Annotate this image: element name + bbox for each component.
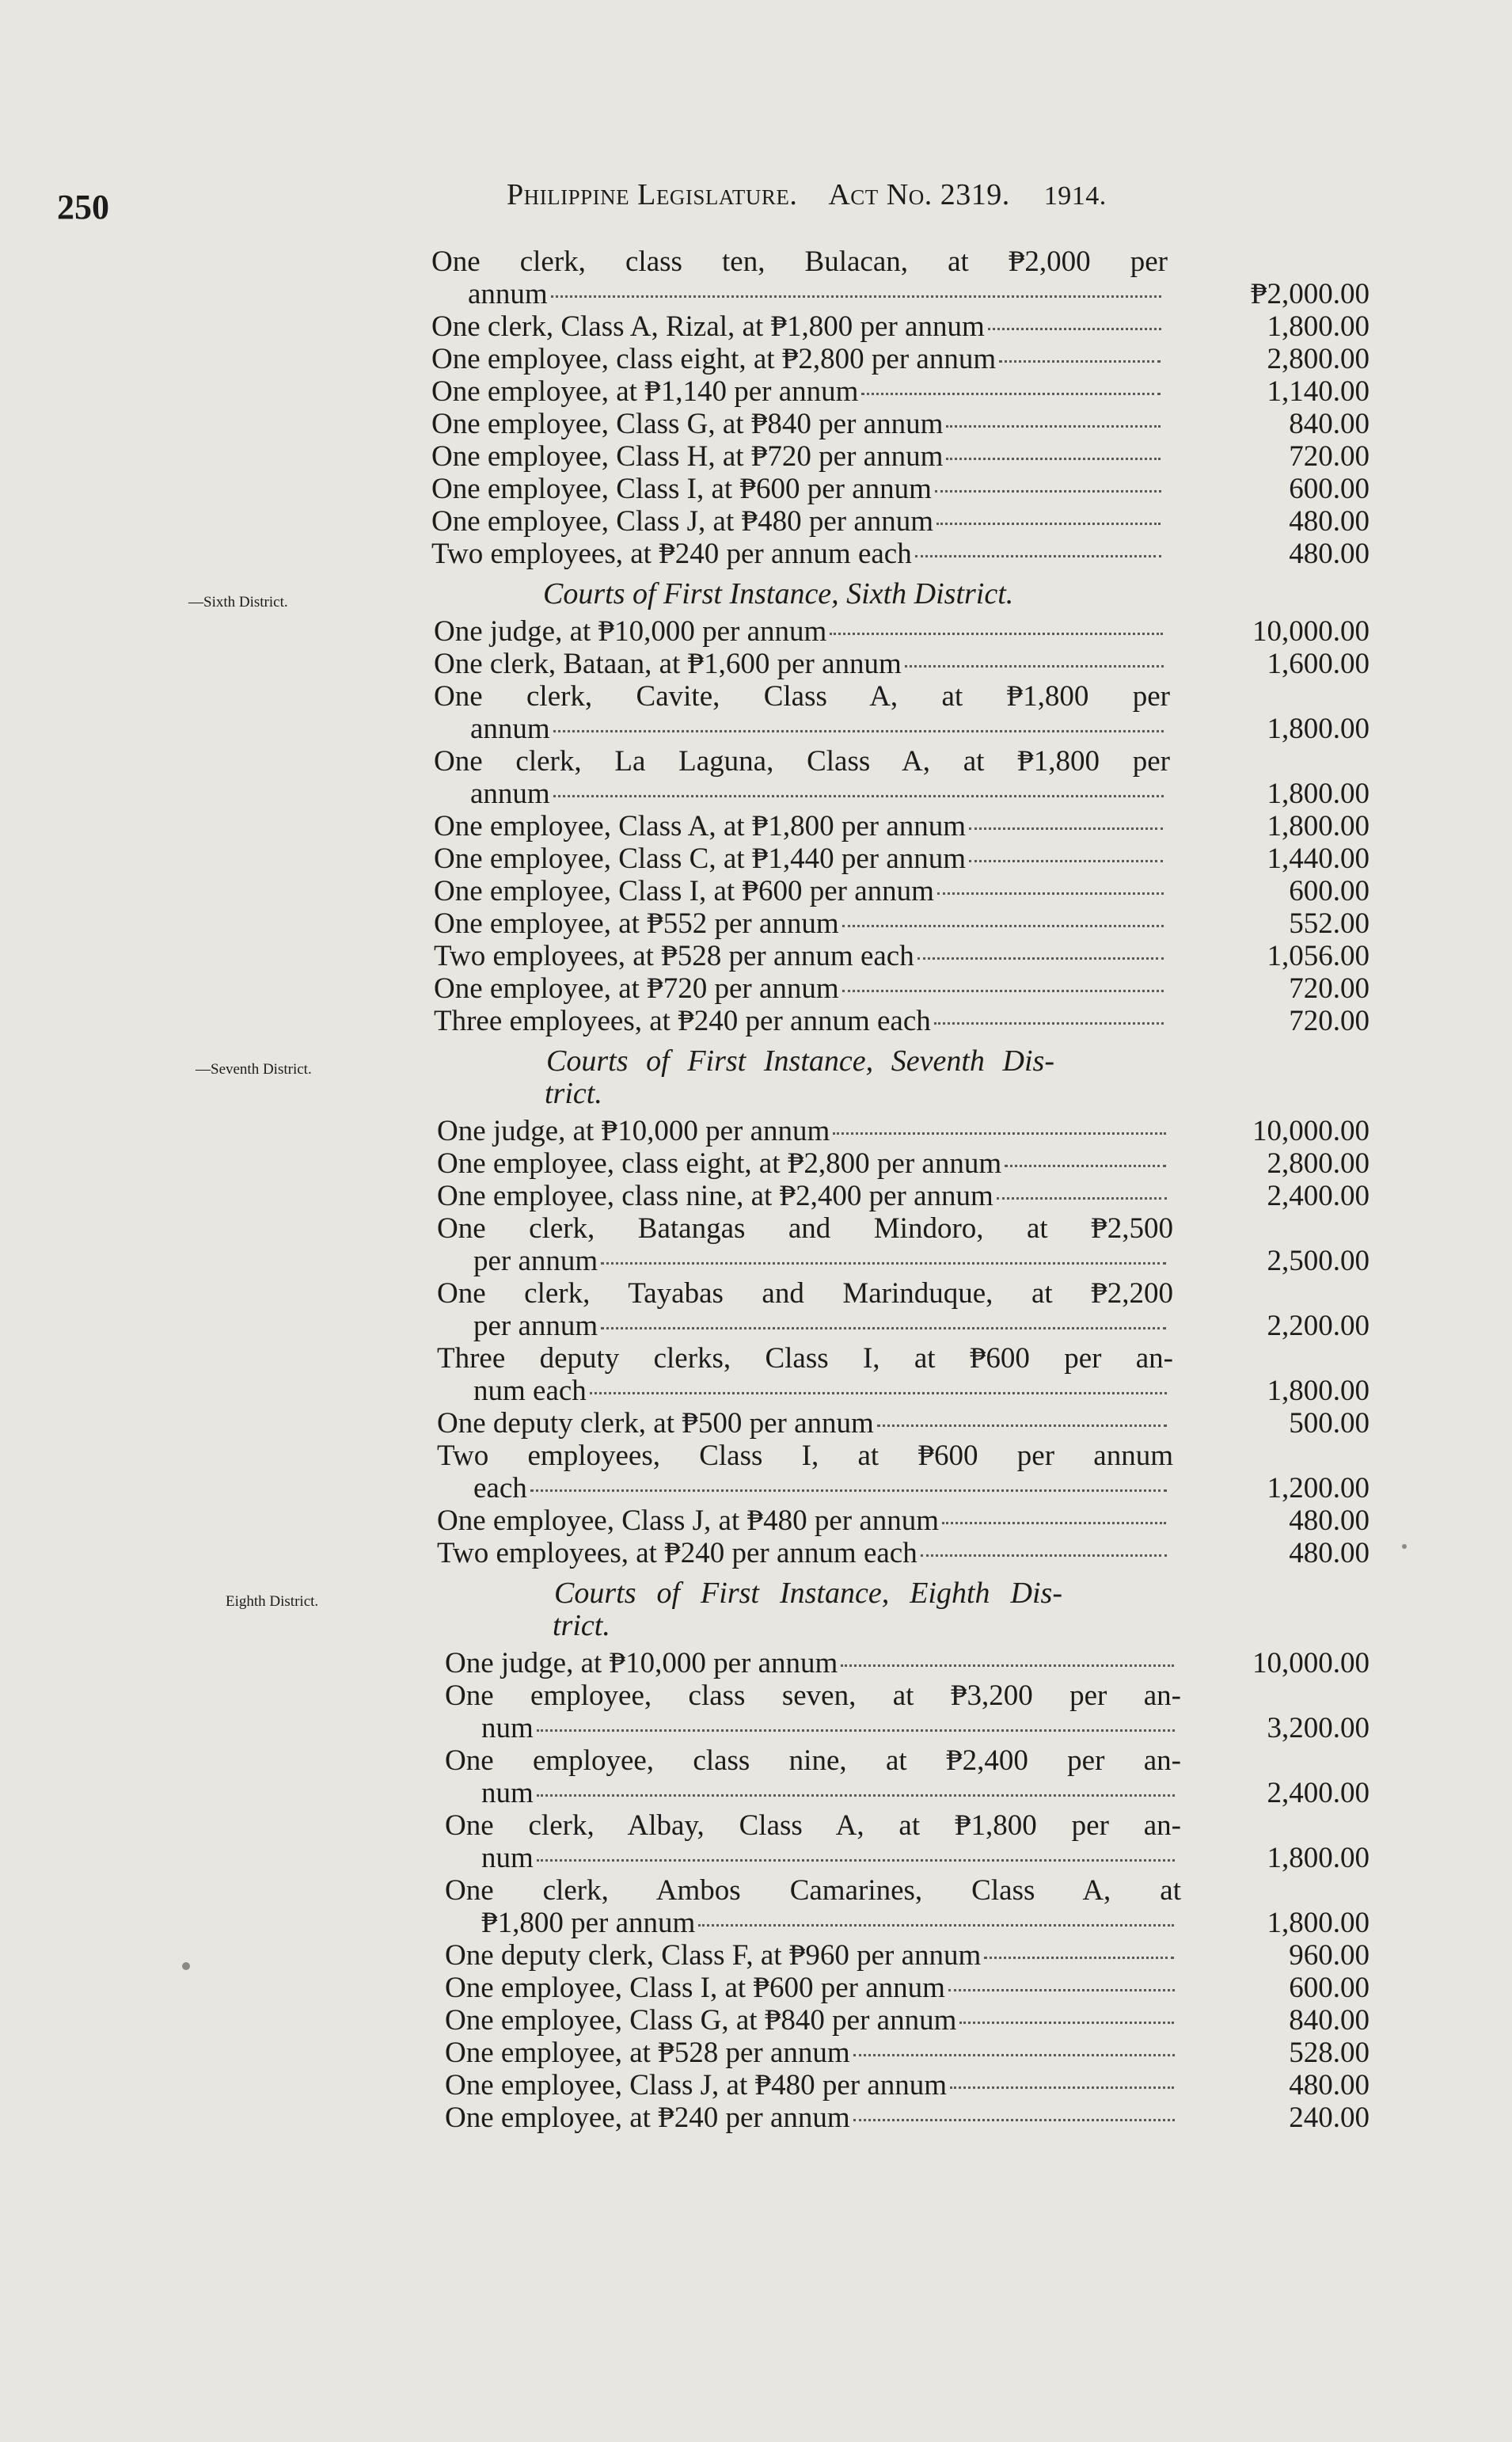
dot-leader xyxy=(946,425,1161,428)
entry-text-main: One employee, class nine, at ₱2,400 per annum xyxy=(437,1180,993,1212)
entry-text xyxy=(434,1005,1170,1037)
dot-leader xyxy=(553,730,1164,732)
entry-text-main: Two employees, Class I, at ₱600 per annum xyxy=(437,1440,1173,1472)
entry-amount: 2,400.00 xyxy=(1267,1180,1370,1212)
entry-amount: 2,800.00 xyxy=(1267,343,1370,375)
entry-text-main: One employee, Class I, at ₱600 per annum xyxy=(445,1972,945,2004)
dot-leader xyxy=(590,1392,1167,1394)
entry-text-main: One employee, Class A, at ₱1,800 per annum xyxy=(434,810,967,843)
dot-leader xyxy=(950,2086,1174,2089)
district-section xyxy=(196,1044,1370,1569)
entry-description xyxy=(431,375,1168,408)
dot-leader xyxy=(937,892,1164,895)
entry-text-main: One employee, at ₱552 per annum xyxy=(434,907,839,940)
appropriation-entry xyxy=(431,505,1370,538)
entry-description xyxy=(445,2102,1181,2134)
dot-leader xyxy=(553,795,1164,797)
appropriation-entry xyxy=(445,1809,1370,1874)
entry-text-main: One employee, Class G, at ₱840 per annum xyxy=(431,408,944,440)
entry-text xyxy=(437,1440,1173,1472)
entry-description xyxy=(434,615,1170,648)
dot-leader xyxy=(969,827,1163,830)
entry-description xyxy=(445,1647,1181,1679)
entry-description xyxy=(437,1537,1173,1569)
entry-text-continuation xyxy=(431,278,1168,310)
entry-text xyxy=(431,473,1168,505)
dot-leader xyxy=(842,925,1164,927)
entry-amount: 1,140.00 xyxy=(1267,375,1370,408)
appropriation-entry xyxy=(434,907,1370,940)
entry-text xyxy=(437,1504,1173,1537)
district-side-note: —Sixth District. xyxy=(188,594,288,610)
entry-amount: 10,000.00 xyxy=(1252,1115,1370,1147)
dot-leader xyxy=(934,1022,1164,1025)
entry-text xyxy=(437,1115,1173,1147)
entry-text xyxy=(431,245,1168,278)
entry-text xyxy=(445,1809,1181,1842)
appropriation-entry xyxy=(434,680,1370,745)
dot-leader xyxy=(877,1424,1167,1427)
appropriation-entry xyxy=(437,1407,1370,1440)
entry-description xyxy=(437,1342,1173,1407)
district-heading xyxy=(445,1577,1062,1642)
entry-description xyxy=(437,1115,1173,1147)
entry-text-continuation xyxy=(437,1245,1173,1277)
entry-amount: 1,600.00 xyxy=(1267,648,1370,680)
appropriation-entry xyxy=(434,745,1370,810)
entry-text-main: One employee, Class H, at ₱720 per annum xyxy=(431,440,944,473)
dot-leader xyxy=(959,2022,1174,2024)
entry-description xyxy=(434,972,1170,1005)
district-side-note: Eighth District. xyxy=(226,1593,319,1610)
appropriation-entry xyxy=(434,648,1370,680)
entry-text-main: Two employees, at ₱528 per annum each xyxy=(434,940,914,972)
entry-text-main: One deputy clerk, Class F, at ₱960 per annum xyxy=(445,1939,982,1972)
dot-leader xyxy=(833,1132,1166,1135)
entry-text-main: One clerk, Batangas and Mindoro, at ₱2,500 xyxy=(437,1212,1173,1245)
appropriation-entry xyxy=(445,2037,1370,2069)
publication-title: Philippine Legislature. xyxy=(507,178,798,211)
entry-text xyxy=(431,408,1168,440)
entry-text-main: Two employees, at ₱240 per annum each xyxy=(431,538,912,570)
entry-amount: 480.00 xyxy=(1289,1537,1370,1569)
year: 1914. xyxy=(1043,181,1107,211)
appropriation-entry xyxy=(434,1005,1370,1037)
appropriation-entry xyxy=(431,343,1370,375)
entry-description xyxy=(437,1212,1173,1277)
appropriation-entry xyxy=(431,408,1370,440)
entry-text-continuation xyxy=(445,1842,1181,1874)
appropriation-entry xyxy=(445,1679,1370,1744)
dot-leader xyxy=(537,1729,1175,1732)
dot-leader xyxy=(551,295,1161,298)
dot-leader xyxy=(946,458,1161,460)
entry-text xyxy=(437,1342,1173,1375)
entry-text xyxy=(434,875,1170,907)
entry-text xyxy=(434,907,1170,940)
entry-description xyxy=(445,1939,1181,1972)
entry-text xyxy=(445,1972,1181,2004)
entry-amount: 840.00 xyxy=(1289,408,1370,440)
appropriation-entry xyxy=(445,2102,1370,2134)
entry-description xyxy=(431,343,1168,375)
entry-description xyxy=(431,473,1168,505)
entry-text-continuation xyxy=(445,1777,1181,1809)
entry-description xyxy=(445,2004,1181,2037)
appropriation-entry xyxy=(445,1972,1370,2004)
district-side-note: —Seventh District. xyxy=(196,1061,312,1078)
entry-text-continuation-words: annum xyxy=(470,778,550,810)
entry-text xyxy=(434,972,1170,1005)
dot-leader xyxy=(905,665,1164,668)
entry-text xyxy=(437,1537,1173,1569)
district-heading-line: Courts of First Instance, Sixth District. xyxy=(543,577,1014,610)
entry-text xyxy=(445,1874,1181,1907)
entry-description xyxy=(434,745,1170,810)
dot-leader xyxy=(601,1327,1166,1329)
dot-leader xyxy=(537,1794,1175,1797)
entry-text-continuation xyxy=(437,1310,1173,1342)
entry-description xyxy=(445,2069,1181,2102)
page-number: 250 xyxy=(57,188,109,226)
entry-text xyxy=(437,1212,1173,1245)
dot-leader xyxy=(997,1197,1167,1200)
entry-text-main: One employee, Class C, at ₱1,440 per annum xyxy=(434,843,967,875)
entry-description xyxy=(437,1407,1173,1440)
dot-leader xyxy=(601,1262,1166,1265)
entry-text-main: Three deputy clerks, Class I, at ₱600 per an- xyxy=(437,1342,1173,1375)
dot-leader xyxy=(530,1489,1167,1492)
entry-text-continuation xyxy=(437,1472,1173,1504)
appropriation-entry xyxy=(434,972,1370,1005)
entry-description xyxy=(434,680,1170,745)
entry-text xyxy=(434,843,1170,875)
entry-description xyxy=(431,245,1168,310)
dot-leader xyxy=(984,1957,1174,1959)
dot-leader xyxy=(698,1924,1174,1927)
appropriation-entry xyxy=(431,245,1370,310)
entry-text-main: One employee, Class J, at ₱480 per annum xyxy=(431,505,934,538)
entry-text xyxy=(431,310,1168,343)
entry-description xyxy=(437,1180,1173,1212)
entry-description xyxy=(434,875,1170,907)
entry-text-main: Two employees, at ₱240 per annum each xyxy=(437,1537,917,1569)
dot-leader xyxy=(841,1664,1174,1667)
entry-text-main: One employee, at ₱528 per annum xyxy=(445,2037,850,2069)
entry-description xyxy=(445,1809,1181,1874)
entry-amount: 720.00 xyxy=(1289,1005,1370,1037)
entry-description xyxy=(431,440,1168,473)
entry-text-continuation-words: each xyxy=(473,1472,527,1504)
appropriations-list xyxy=(0,245,1512,2134)
entry-text-main: One clerk, class ten, Bulacan, at ₱2,000 per xyxy=(431,245,1168,278)
appropriation-entry xyxy=(434,843,1370,875)
entry-amount: 552.00 xyxy=(1289,907,1370,940)
entry-text-main: One employee, Class J, at ₱480 per annum xyxy=(437,1504,940,1537)
entry-amount: 10,000.00 xyxy=(1252,1647,1370,1679)
entry-text-main: One judge, at ₱10,000 per annum xyxy=(437,1115,830,1147)
entry-text xyxy=(431,343,1168,375)
dot-leader xyxy=(988,328,1161,330)
entry-amount: 500.00 xyxy=(1289,1407,1370,1440)
entry-text xyxy=(434,648,1170,680)
entry-amount: 1,800.00 xyxy=(1267,1842,1370,1874)
entry-text-continuation-words: num xyxy=(481,1777,534,1809)
appropriation-entry xyxy=(437,1180,1370,1212)
appropriation-entry xyxy=(437,1504,1370,1537)
entry-description xyxy=(437,1440,1173,1504)
entry-text-continuation-words: ₱1,800 per annum xyxy=(481,1907,696,1939)
entry-text-main: One clerk, Class A, Rizal, at ₱1,800 per annum xyxy=(431,310,985,343)
district-heading xyxy=(434,578,1051,610)
entry-description xyxy=(437,1277,1173,1342)
entry-amount: 2,500.00 xyxy=(1267,1245,1370,1277)
entry-description xyxy=(434,907,1170,940)
district-heading-line: Courts of First Instance, Seventh Dis- xyxy=(546,1044,1054,1078)
district-heading-continuation: trict. xyxy=(553,1609,610,1642)
appropriation-entry xyxy=(437,1537,1370,1569)
entry-amount: 1,800.00 xyxy=(1267,310,1370,343)
entry-text-main: One employee, class eight, at ₱2,800 per annum xyxy=(437,1147,1002,1180)
district-section xyxy=(188,577,1370,1037)
appropriation-entry xyxy=(431,375,1370,408)
dot-leader xyxy=(853,2119,1175,2121)
appropriation-entry xyxy=(445,1874,1370,1939)
appropriation-entry xyxy=(434,940,1370,972)
entry-text xyxy=(437,1147,1173,1180)
entry-amount: 480.00 xyxy=(1289,2069,1370,2102)
entry-amount: 1,800.00 xyxy=(1267,1375,1370,1407)
dot-leader xyxy=(942,1522,1166,1524)
entry-description xyxy=(437,1147,1173,1180)
entry-description xyxy=(431,505,1168,538)
entry-text xyxy=(445,1647,1181,1679)
entry-text-continuation xyxy=(445,1907,1181,1939)
entry-amount: 2,800.00 xyxy=(1267,1147,1370,1180)
dot-leader xyxy=(1005,1165,1166,1167)
entry-text-main: One clerk, Albay, Class A, at ₱1,800 per an- xyxy=(445,1809,1181,1842)
entry-text-main: One employee, Class I, at ₱600 per annum xyxy=(434,875,934,907)
entry-text-main: One deputy clerk, at ₱500 per annum xyxy=(437,1407,874,1440)
entry-description xyxy=(431,310,1168,343)
entry-text-continuation xyxy=(445,1712,1181,1744)
entry-amount: 600.00 xyxy=(1289,875,1370,907)
entry-text xyxy=(431,505,1168,538)
dot-leader xyxy=(948,1989,1175,1991)
entry-text xyxy=(431,375,1168,408)
entry-amount: 480.00 xyxy=(1289,538,1370,570)
entry-text xyxy=(437,1407,1173,1440)
dot-leader xyxy=(853,2054,1175,2056)
entry-description xyxy=(434,648,1170,680)
appropriation-entry xyxy=(431,538,1370,570)
entry-amount: 480.00 xyxy=(1289,1504,1370,1537)
entry-text-main: One employee, class seven, at ₱3,200 per an- xyxy=(445,1679,1181,1712)
appropriation-entry xyxy=(434,810,1370,843)
entry-amount: 840.00 xyxy=(1289,2004,1370,2037)
entry-text xyxy=(434,615,1170,648)
entry-text xyxy=(437,1277,1173,1310)
scan-speck xyxy=(182,1962,190,1970)
entry-text-main: One employee, Class G, at ₱840 per annum xyxy=(445,2004,957,2037)
entry-text-main: One clerk, Ambos Camarines, Class A, at xyxy=(445,1874,1181,1907)
appropriation-entry xyxy=(445,1647,1370,1679)
entry-amount: 720.00 xyxy=(1289,440,1370,473)
entry-text-main: One employee, Class J, at ₱480 per annum xyxy=(445,2069,948,2102)
entry-text-continuation xyxy=(437,1375,1173,1407)
entry-text xyxy=(434,940,1170,972)
entry-description xyxy=(431,538,1168,570)
entry-text xyxy=(434,745,1170,778)
entry-text xyxy=(445,1939,1181,1972)
entry-text-continuation xyxy=(434,778,1170,810)
act-number: Act No. 2319. xyxy=(828,178,1010,211)
appropriation-entry xyxy=(437,1147,1370,1180)
appropriation-entry xyxy=(431,473,1370,505)
entry-amount: 720.00 xyxy=(1289,972,1370,1005)
appropriation-entry xyxy=(431,440,1370,473)
entry-amount: 10,000.00 xyxy=(1252,615,1370,648)
district-section xyxy=(431,245,1370,570)
entry-description xyxy=(445,1744,1181,1809)
entry-description xyxy=(431,408,1168,440)
entry-description xyxy=(434,1005,1170,1037)
entry-text xyxy=(445,2037,1181,2069)
entry-text xyxy=(445,1744,1181,1777)
entry-amount: 1,056.00 xyxy=(1267,940,1370,972)
appropriation-entry xyxy=(437,1115,1370,1147)
entry-text-main: One employee, Class I, at ₱600 per annum xyxy=(431,473,932,505)
entry-text-main: One employee, class eight, at ₱2,800 per annum xyxy=(431,343,997,375)
dot-leader xyxy=(842,990,1164,992)
dot-leader xyxy=(915,555,1161,557)
entry-text-main: One employee, at ₱1,140 per annum xyxy=(431,375,859,408)
running-head xyxy=(507,177,1107,212)
entry-description xyxy=(434,940,1170,972)
entry-text-continuation-words: num xyxy=(481,1842,534,1874)
entry-amount: 600.00 xyxy=(1289,1972,1370,2004)
district-heading-continuation: trict. xyxy=(545,1077,602,1110)
entry-description xyxy=(437,1504,1173,1537)
entry-text-continuation-words: annum xyxy=(468,278,548,310)
entry-amount: 528.00 xyxy=(1289,2037,1370,2069)
entry-amount: 480.00 xyxy=(1289,505,1370,538)
entry-description xyxy=(445,1972,1181,2004)
appropriation-entry xyxy=(437,1212,1370,1277)
dot-leader xyxy=(921,1554,1167,1557)
entry-amount: 1,800.00 xyxy=(1267,810,1370,843)
entry-text-main: One clerk, Cavite, Class A, at ₱1,800 per xyxy=(434,680,1170,713)
entry-amount: 240.00 xyxy=(1289,2102,1370,2134)
dot-leader xyxy=(917,957,1164,960)
entry-text-main: One clerk, Bataan, at ₱1,600 per annum xyxy=(434,648,902,680)
entry-amount: 960.00 xyxy=(1289,1939,1370,1972)
entry-text-main: One judge, at ₱10,000 per annum xyxy=(434,615,827,648)
appropriation-entry xyxy=(437,1440,1370,1504)
dot-leader xyxy=(936,523,1161,525)
entry-text-continuation-words: per annum xyxy=(473,1310,598,1342)
appropriation-entry xyxy=(437,1342,1370,1407)
entry-description xyxy=(445,1679,1181,1744)
entry-amount: 1,800.00 xyxy=(1267,713,1370,745)
entry-text-continuation xyxy=(434,713,1170,745)
entry-text xyxy=(431,440,1168,473)
appropriation-entry xyxy=(434,615,1370,648)
entry-description xyxy=(434,810,1170,843)
entry-text xyxy=(437,1180,1173,1212)
entry-description xyxy=(434,843,1170,875)
entry-amount: ₱2,000.00 xyxy=(1250,278,1370,310)
entry-amount: 600.00 xyxy=(1289,473,1370,505)
entry-text-main: One employee, at ₱240 per annum xyxy=(445,2102,850,2134)
entry-description xyxy=(445,2037,1181,2069)
entry-amount: 1,800.00 xyxy=(1267,1907,1370,1939)
entry-text xyxy=(445,2004,1181,2037)
dot-leader xyxy=(999,360,1161,363)
entry-text-continuation-words: annum xyxy=(470,713,550,745)
appropriation-entry xyxy=(445,1939,1370,1972)
dot-leader xyxy=(861,393,1161,395)
entry-text xyxy=(431,538,1168,570)
district-heading-line: Courts of First Instance, Eighth Dis- xyxy=(554,1577,1062,1610)
appropriation-entry xyxy=(434,875,1370,907)
entry-amount: 1,440.00 xyxy=(1267,843,1370,875)
entry-text-continuation-words: num each xyxy=(473,1375,587,1407)
entry-text-continuation-words: per annum xyxy=(473,1245,598,1277)
dot-leader xyxy=(935,490,1161,493)
dot-leader xyxy=(969,860,1163,862)
appropriation-entry xyxy=(437,1277,1370,1342)
scan-speck xyxy=(1402,1544,1407,1549)
district-heading xyxy=(437,1045,1054,1110)
entry-text-main: Three employees, at ₱240 per annum each xyxy=(434,1005,931,1037)
entry-amount: 3,200.00 xyxy=(1267,1712,1370,1744)
appropriation-entry xyxy=(445,1744,1370,1809)
entry-description xyxy=(445,1874,1181,1939)
appropriation-entry xyxy=(445,2004,1370,2037)
district-section xyxy=(226,1577,1370,2134)
appropriation-entry xyxy=(445,2069,1370,2102)
entry-text-main: One employee, class nine, at ₱2,400 per an- xyxy=(445,1744,1181,1777)
entry-amount: 1,200.00 xyxy=(1267,1472,1370,1504)
entry-text-main: One clerk, Tayabas and Marinduque, at ₱2,200 xyxy=(437,1277,1173,1310)
entry-text xyxy=(434,810,1170,843)
entry-text xyxy=(445,1679,1181,1712)
entry-text-main: One employee, at ₱720 per annum xyxy=(434,972,839,1005)
appropriation-entry xyxy=(431,310,1370,343)
entry-text-main: One clerk, La Laguna, Class A, at ₱1,800 per xyxy=(434,745,1170,778)
entry-amount: 2,200.00 xyxy=(1267,1310,1370,1342)
dot-leader xyxy=(537,1859,1175,1862)
entry-text-main: One judge, at ₱10,000 per annum xyxy=(445,1647,838,1679)
entry-amount: 2,400.00 xyxy=(1267,1777,1370,1809)
entry-text xyxy=(434,680,1170,713)
entry-text-continuation-words: num xyxy=(481,1712,534,1744)
dot-leader xyxy=(830,633,1163,635)
entry-text xyxy=(445,2069,1181,2102)
entry-amount: 1,800.00 xyxy=(1267,778,1370,810)
entry-text xyxy=(445,2102,1181,2134)
